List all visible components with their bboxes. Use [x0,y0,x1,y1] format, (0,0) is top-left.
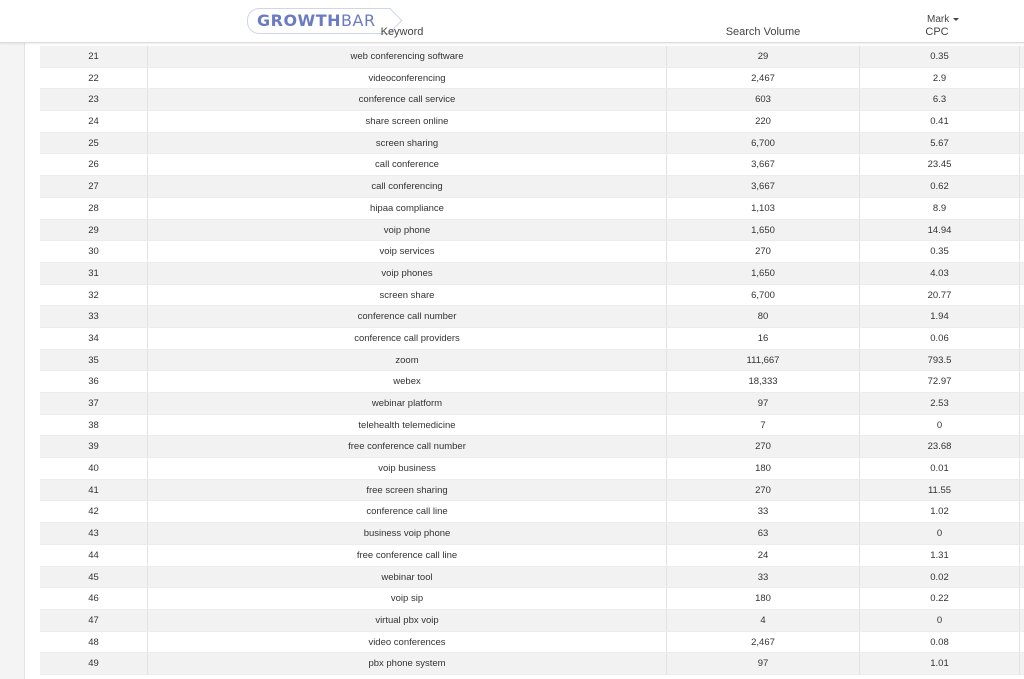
table-row[interactable] [40,220,1024,242]
row-number: 22 [40,68,148,89]
table-row[interactable] [40,328,1024,350]
search-volume-cell: 33 [667,501,860,522]
cpc-cell: 0.35 [860,241,1020,262]
row-number: 21 [40,46,148,67]
keyword-cell: voip services [148,241,667,262]
keyword-cell: webex [148,371,667,392]
row-number: 37 [40,393,148,414]
caret-down-icon [953,18,959,21]
keyword-cell: conference call line [148,501,667,522]
cpc-cell: 0 [860,415,1020,436]
search-volume-cell: 1,650 [667,220,860,241]
row-number: 46 [40,588,148,609]
row-number: 38 [40,415,148,436]
table-row[interactable] [40,632,1024,654]
row-number: 40 [40,458,148,479]
keyword-table [40,46,1024,679]
row-number: 24 [40,111,148,132]
search-volume-cell: 97 [667,393,860,414]
table-row[interactable] [40,567,1024,589]
table-row[interactable] [40,198,1024,220]
search-volume-cell: 270 [667,436,860,457]
cpc-cell: 0.22 [860,588,1020,609]
row-number: 33 [40,306,148,327]
search-volume-cell: 63 [667,523,860,544]
search-volume-cell: 6,700 [667,285,860,306]
keyword-cell: videoconferencing [148,68,667,89]
keyword-cell: screen sharing [148,133,667,154]
row-number: 31 [40,263,148,284]
search-volume-cell: 29 [667,46,860,67]
table-row[interactable] [40,154,1024,176]
keyword-cell: virtual pbx voip [148,610,667,631]
row-number: 47 [40,610,148,631]
cpc-cell: 0.06 [860,328,1020,349]
keyword-cell: conference call providers [148,328,667,349]
search-volume-cell: 1,650 [667,263,860,284]
row-number: 26 [40,154,148,175]
table-header [0,26,1024,42]
table-row[interactable] [40,523,1024,545]
search-volume-cell: 7 [667,415,860,436]
search-volume-cell: 2,467 [667,632,860,653]
keyword-cell: conference call service [148,89,667,110]
table-row[interactable] [40,111,1024,133]
cpc-cell: 0.08 [860,632,1020,653]
search-volume-cell: 220 [667,111,860,132]
table-row[interactable] [40,371,1024,393]
keyword-cell: video conferences [148,632,667,653]
keyword-cell: webinar tool [148,567,667,588]
search-volume-cell: 1,103 [667,198,860,219]
keyword-cell: call conference [148,154,667,175]
table-row[interactable] [40,480,1024,502]
keyword-cell: share screen online [148,111,667,132]
row-number: 41 [40,480,148,501]
keyword-cell: call conferencing [148,176,667,197]
keyword-cell: free conference call number [148,436,667,457]
sidebar [0,0,25,679]
cpc-cell: 2.53 [860,393,1020,414]
cpc-cell: 0 [860,610,1020,631]
cpc-cell: 0.62 [860,176,1020,197]
logo-bold-text: GROWTH [257,11,342,30]
cpc-cell: 5.67 [860,133,1020,154]
search-volume-cell: 4 [667,610,860,631]
search-volume-cell: 80 [667,306,860,327]
keyword-cell: web conferencing software [148,46,667,67]
row-number: 44 [40,545,148,566]
keyword-cell: webinar platform [148,393,667,414]
table-row[interactable] [40,501,1024,523]
table-row[interactable] [40,415,1024,437]
search-volume-cell: 24 [667,545,860,566]
search-volume-cell: 6,700 [667,133,860,154]
cpc-cell: 1.02 [860,501,1020,522]
row-number: 49 [40,653,148,674]
table-row[interactable] [40,436,1024,458]
column-header-search-volume[interactable]: Search Volume [725,26,801,38]
cpc-cell: 1.31 [860,545,1020,566]
search-volume-cell: 3,667 [667,154,860,175]
table-row[interactable] [40,133,1024,155]
cpc-cell: 72.97 [860,371,1020,392]
cpc-cell: 0.02 [860,567,1020,588]
row-number: 34 [40,328,148,349]
row-number: 25 [40,133,148,154]
row-number: 35 [40,350,148,371]
table-row[interactable] [40,458,1024,480]
table-row[interactable] [40,68,1024,90]
keyword-cell: telehealth telemedicine [148,415,667,436]
user-name: Mark [927,14,950,25]
row-number: 48 [40,632,148,653]
table-row[interactable] [40,306,1024,328]
user-menu[interactable] [927,14,959,25]
cpc-cell: 1.01 [860,653,1020,674]
table-row[interactable] [40,350,1024,372]
cpc-cell: 2.9 [860,68,1020,89]
keyword-cell: free screen sharing [148,480,667,501]
table-row[interactable] [40,241,1024,263]
row-number: 29 [40,220,148,241]
search-volume-cell: 603 [667,89,860,110]
table-row[interactable] [40,610,1024,632]
row-number: 32 [40,285,148,306]
search-volume-cell: 180 [667,588,860,609]
search-volume-cell: 16 [667,328,860,349]
column-header-keyword[interactable]: Keyword [380,26,424,38]
cpc-cell: 6.3 [860,89,1020,110]
cpc-cell: 23.45 [860,154,1020,175]
search-volume-cell: 18,333 [667,371,860,392]
cpc-cell: 1.94 [860,306,1020,327]
table-row[interactable] [40,653,1024,675]
row-number: 36 [40,371,148,392]
logo-light-text: BAR [341,11,376,30]
keyword-cell: free conference call line [148,545,667,566]
keyword-cell: zoom [148,350,667,371]
row-number: 27 [40,176,148,197]
cpc-cell: 23.68 [860,436,1020,457]
row-number: 28 [40,198,148,219]
search-volume-cell: 180 [667,458,860,479]
table-row[interactable] [40,393,1024,415]
cpc-cell: 14.94 [860,220,1020,241]
table-row[interactable] [40,176,1024,198]
column-header-cpc[interactable]: CPC [925,26,949,38]
search-volume-cell: 3,667 [667,176,860,197]
cpc-cell: 11.55 [860,480,1020,501]
search-volume-cell: 33 [667,567,860,588]
keyword-cell: hipaa compliance [148,198,667,219]
keyword-cell: voip phones [148,263,667,284]
table-row[interactable] [40,89,1024,111]
cpc-cell: 20.77 [860,285,1020,306]
cpc-cell: 0.41 [860,111,1020,132]
row-number: 23 [40,89,148,110]
cpc-cell: 8.9 [860,198,1020,219]
keyword-cell: voip business [148,458,667,479]
keyword-cell: pbx phone system [148,653,667,674]
search-volume-cell: 97 [667,653,860,674]
search-volume-cell: 270 [667,480,860,501]
keyword-cell: voip phone [148,220,667,241]
cpc-cell: 4.03 [860,263,1020,284]
row-number: 43 [40,523,148,544]
keyword-cell: conference call number [148,306,667,327]
search-volume-cell: 2,467 [667,68,860,89]
keyword-cell: business voip phone [148,523,667,544]
keyword-cell: voip sip [148,588,667,609]
keyword-cell: screen share [148,285,667,306]
table-row[interactable] [40,46,1024,68]
row-number: 39 [40,436,148,457]
table-row[interactable] [40,588,1024,610]
cpc-cell: 0.35 [860,46,1020,67]
search-volume-cell: 270 [667,241,860,262]
row-number: 42 [40,501,148,522]
row-number: 30 [40,241,148,262]
cpc-cell: 0 [860,523,1020,544]
search-volume-cell: 111,667 [667,350,860,371]
table-row[interactable] [40,263,1024,285]
row-number: 45 [40,567,148,588]
cpc-cell: 793.5 [860,350,1020,371]
table-row[interactable] [40,545,1024,567]
table-row[interactable] [40,285,1024,307]
cpc-cell: 0.01 [860,458,1020,479]
